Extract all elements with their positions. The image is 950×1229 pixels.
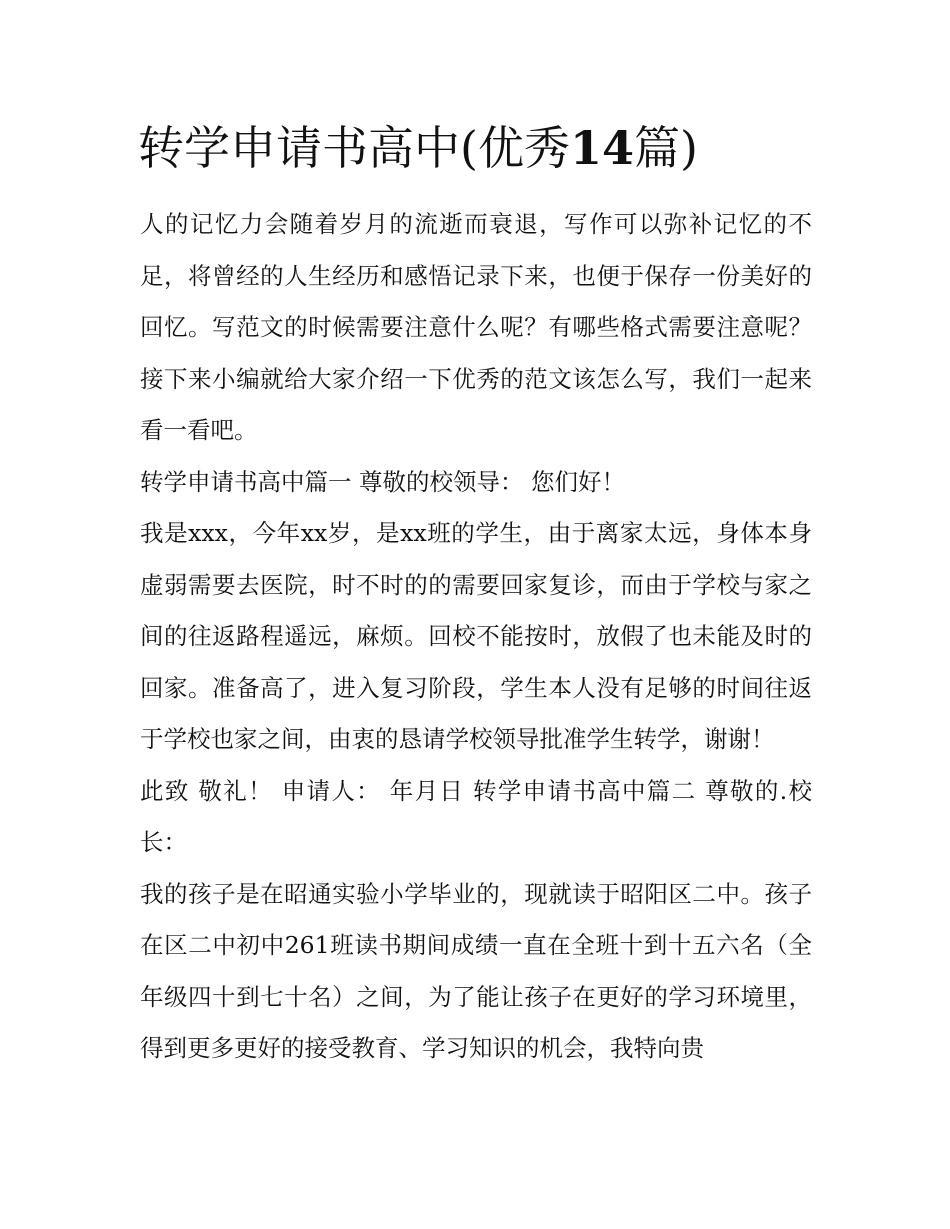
closing-and-section-two-heading: 此致 敬礼！ 申请人： 年月日 转学申请书高中篇二 尊敬的.校长： [140, 776, 812, 856]
document-body [140, 199, 812, 1075]
title-tail: 篇) [633, 121, 698, 175]
intro-paragraph: 人的记忆力会随着岁月的流逝而衰退，写作可以弥补记忆的不足，将曾经的人生经历和感悟记录下来，也便于保存一份美好的回忆。写范文的时候需要注意什么呢？有哪些格式需要注意呢？接下来小编就给大家介绍一下优秀的范文该怎么写，我们一起来看一看吧。 [140, 210, 812, 444]
section-one-heading: 转学申请书高中篇一 尊敬的校领导： 您们好！ [140, 467, 625, 496]
section-two-body: 我的孩子是在昭通实验小学毕业的，现就读于昭阳区二中。孩子在区二中初中261班读书期间成绩一直在全班十到十五六名（全年级四十到七十名）之间，为了能让孩子在更好的学习环境里，得到更多更好的接受教育、学习知识的机会，我特向贵 [140, 879, 812, 1062]
title-number: 14 [569, 121, 634, 175]
document-title [138, 118, 838, 178]
section-one-body: 我是xxx，今年xx岁，是xx班的学生，由于离家太远，身体本身虚弱需要去医院，时不时的的需要回家复诊，而由于学校与家之间的往返路程遥远，麻烦。回校不能按时，放假了也未能及时的回家。准备高了，进入复习阶段，学生本人没有足够的时间往返于学校也家之间，由衷的恳请学校领导批准学生转学，谢谢！ [140, 519, 812, 753]
title-main: 转学申请书高中(优秀 [138, 121, 570, 175]
